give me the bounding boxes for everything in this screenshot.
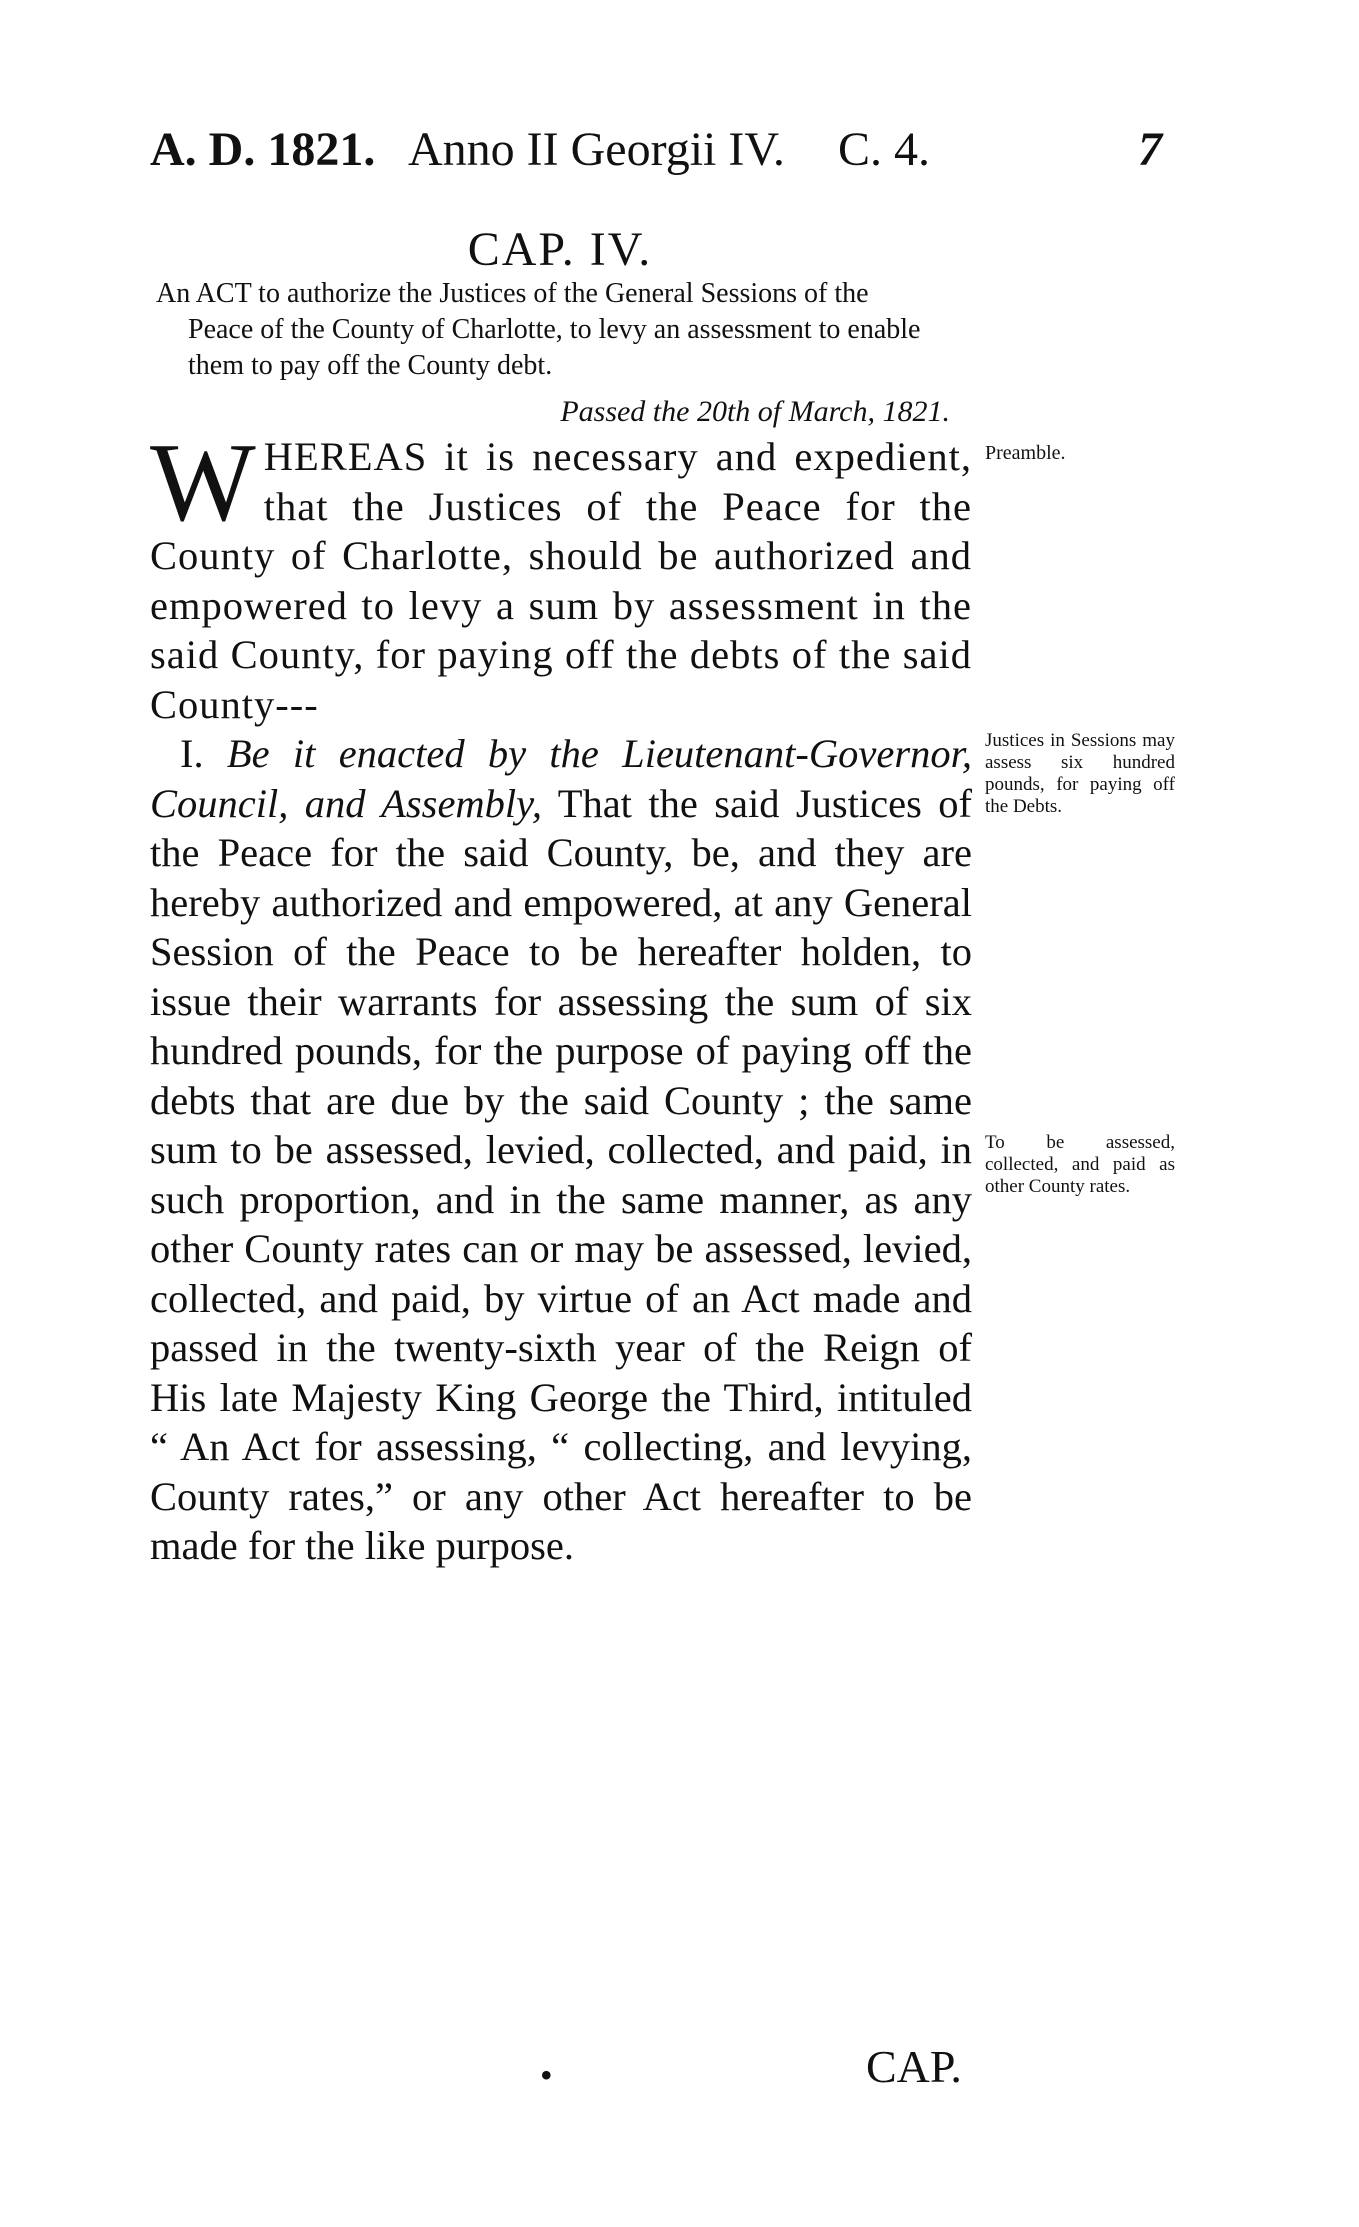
header-regnal-year: Anno II Georgii IV. <box>408 123 785 176</box>
act-title <box>156 276 976 384</box>
preamble-text: HEREAS it is necessary and expedient, that the Justices of the Peace for the County of Charlotte, should be authorized and empowered to levy a sum by assessment in the said County, for paying off the debts of the said County--- <box>150 434 972 727</box>
header-chapter: C. 4. <box>838 123 931 176</box>
section-one-paragraph <box>150 729 972 1571</box>
act-title-line-2: Peace of the County of Charlotte, to levy an assessment to enable <box>188 314 921 345</box>
act-title-line-1: An ACT to authorize the Justices of the General Sessions of the <box>156 278 869 309</box>
act-body <box>150 421 972 1571</box>
section-number: I. <box>180 731 204 776</box>
margin-note-justices: Justices in Sessions may assess six hundred pounds, for paying off the Debts. <box>985 730 1175 817</box>
passed-date: Passed the 20th of March, 1821. <box>560 395 950 428</box>
margin-note-preamble: Preamble. <box>985 442 1066 464</box>
chapter-title: CAP. IV. <box>467 223 653 276</box>
margin-note-assessed: To be assessed, collected, and paid as other County rates. <box>985 1132 1175 1197</box>
header-date: A. D. 1821. <box>150 123 376 176</box>
page-number: 7 <box>1138 123 1162 176</box>
running-header <box>150 122 1170 177</box>
section-one-text: That the said Justices of the Peace for the said County, be, and they are hereby authorized and empowered, at any General Session of the Peace to be hereafter holden, to issue their warrants for assessing the sum of six hundred pounds, for the purpose of paying off the debts that are due by the said County ; the same sum to be assessed, levied, collected, and paid, in such proportion, and in the same manner, as any other County rates can or may be assessed, levied, collected, and paid, by virtue of an Act made and passed in the twenty-sixth year of the Reign of His late Majesty King George the Third, intituled “ An Act for assessing, “ collecting, and levying, County rates,” or any other Act hereafter to be made for the like purpose. <box>150 780 972 1568</box>
drop-cap: W <box>150 421 256 545</box>
enacting-clause: Be it enacted by the Lieutenant-Governor, Council, and Assembly, <box>150 731 972 826</box>
act-title-line-3: them to pay off the County debt. <box>188 350 553 381</box>
footer-ornament: • <box>540 2055 553 2095</box>
preamble-paragraph <box>150 421 972 729</box>
catchword: CAP. <box>866 2041 962 2092</box>
